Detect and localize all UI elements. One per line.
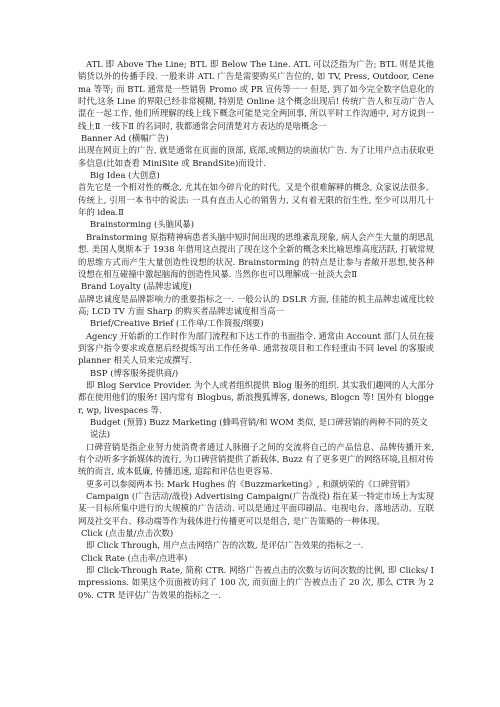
term-brand-loyalty: Brand Loyalty (品牌忠诚度): [81, 281, 192, 292]
buzz-marketing-references: 更多可以参阅两本书: Mark Hughes 的《Buzzmarketing》, 和颜炳荣的《口碑营销》: [86, 478, 415, 489]
term-click: Click (点击量/点击次数): [81, 528, 174, 539]
bsp-definition: 即 Blog Service Provider. 为个人或者组织提供 Blog 服务的组织. 其实我们趣网的人大部分都在使用他们的服务! 国内常有 Blogbus, 新浪搜狐博客, donews, Blogcn 等! 国外有 blogger, wp, livespaces 等.: [78, 379, 434, 415]
click-definition: 即 Click Through, 用户点击网络广告的次数, 是评估广告效果的指标之一.: [86, 540, 364, 551]
buzz-marketing-definition: 口碑营销是指企业努力使消费者通过人脉圈子之间的交流将自己的产品信息、品牌传播开来, 有个动听多字新媒体的流行, 为口碑营销提供了新载体, Buzz 有了更多更广的网络环境,且相对传统的而言, 成本低廉, 传播迅速, 追踪和评估也更容易.: [78, 441, 434, 477]
click-rate-definition: 即 Click-Through Rate, 简称 CTR. 网络广告被点击的次数与访问次数的比例, 即 Clicks/ Impressions. 如果这个页面被访问了 100 次, 而页面上的广告被点击了 20 次, 那么 CTR 为 20%. CTR 是评估广告效果的指标之一.: [78, 565, 434, 600]
brainstorming-definition: Brainstorming 原指精神病患者头脑中短时间出现的思维紊乱现象, 病人会产生大量的胡思乱想. 美国人奥斯本于 1938 年借用这点提出了现在这个全新的概念来比喻思维高度活跃, 打破常规的思维方式而产生大量创造性设想的状况. Brainstorming 的特点是让参与者敞开思想,使各种设想在相互碰撞中激起脑海的创造性风暴. 当然你也可以理解成一扯淡大会Ⅱ: [78, 231, 434, 279]
term-budget-buzz-marketing: Budget (预算) Buzz Marketing (蜂鸣营销/和 WOM 类似, 是口碑营销的两种不同的英文说法): [90, 416, 428, 440]
term-banner-ad: Banner Ad (横幅广告): [81, 133, 169, 144]
brand-loyalty-definition: 品牌忠诚度是品牌影响力的重要指标之一. 一般公认的 DSLR 方面, 佳能的机主品牌忠诚度比较高; LCD TV 方面 Sharp 的购买者品牌忠诚度相当高一: [78, 293, 434, 316]
term-click-rate: Click Rate (点击率/点进率): [81, 552, 188, 563]
term-brainstorming: Brainstorming (头脑风暴): [90, 219, 195, 230]
term-big-idea: Big Idea (大创意): [90, 170, 160, 181]
term-brief: Brief/Creative Brief (工作单/工作简报/纲要): [90, 318, 264, 329]
banner-ad-definition: 出现在网页上的广告, 就是通常在页面的顶部, 底部,或侧边的块面状广告. 为了让用户点击获取更多信息(比如查看 MiniSite 或 BrandSite)而设计.: [78, 145, 434, 168]
big-idea-definition: 首先它是一个相对性的概念, 尤其在如今碎片化的时代。又是个很难解释的概念, 众家说法很多。传统上, 引用一本书中的说法: 一具有直击人心的销售力, 又有着无限的衍生性, 至少可以用几十年的 idea.Ⅱ: [78, 182, 434, 218]
term-bsp: BSP (博客服务提供商/): [90, 367, 179, 378]
atl-btl-paragraph: ATL 即 Above The Line; BTL 即 Below The Line. ATL 可以泛指为广告; BTL 则是其他销货以外的传播手段. 一般来讲 ATL 广告是需要购买广告位的, 如 TV, Press, Outdoor, Cenema 等等; 而 BTL 通常是一些销售 Promo 或 PR 宣传等一一 但是, 到了如今完全数字信息化的时代,这条 Line 的界限已经非常模糊, 特别是 Online 这个概念出现后! 传统广告人和互动广告人混在一起工作, 他们所理解的线上线下概念可能是完全两回事, 所以平时工作沟通中, 对方说到一线上Ⅱ 一线下Ⅱ 的名词时, 我都通常会问清楚对方表达的是啥概念一: [78, 59, 434, 131]
campaign-definition: Campaign (广告活动/战役) Advertising Campaign(广告战役) 指在某一特定市场上为实现某一目标所集中进行的大规模的广告活动. 可以是通过平面印刷品、电视电台、落地活动、互联网及社交平台、移动端等作为载体进行传播更可以是组合, 是广告策略的一种体现。: [78, 491, 434, 526]
brief-definition: Agency 开始新的工作时作为部门流程和下达工作的书面指令. 通常由 Account 部门人员在接到客户指令要求或意愿后经提炼写出工作任务单. 通常按项目和工作轻重由不同 level 的客服或 planner 相关人员来完成撰写.: [78, 330, 434, 366]
